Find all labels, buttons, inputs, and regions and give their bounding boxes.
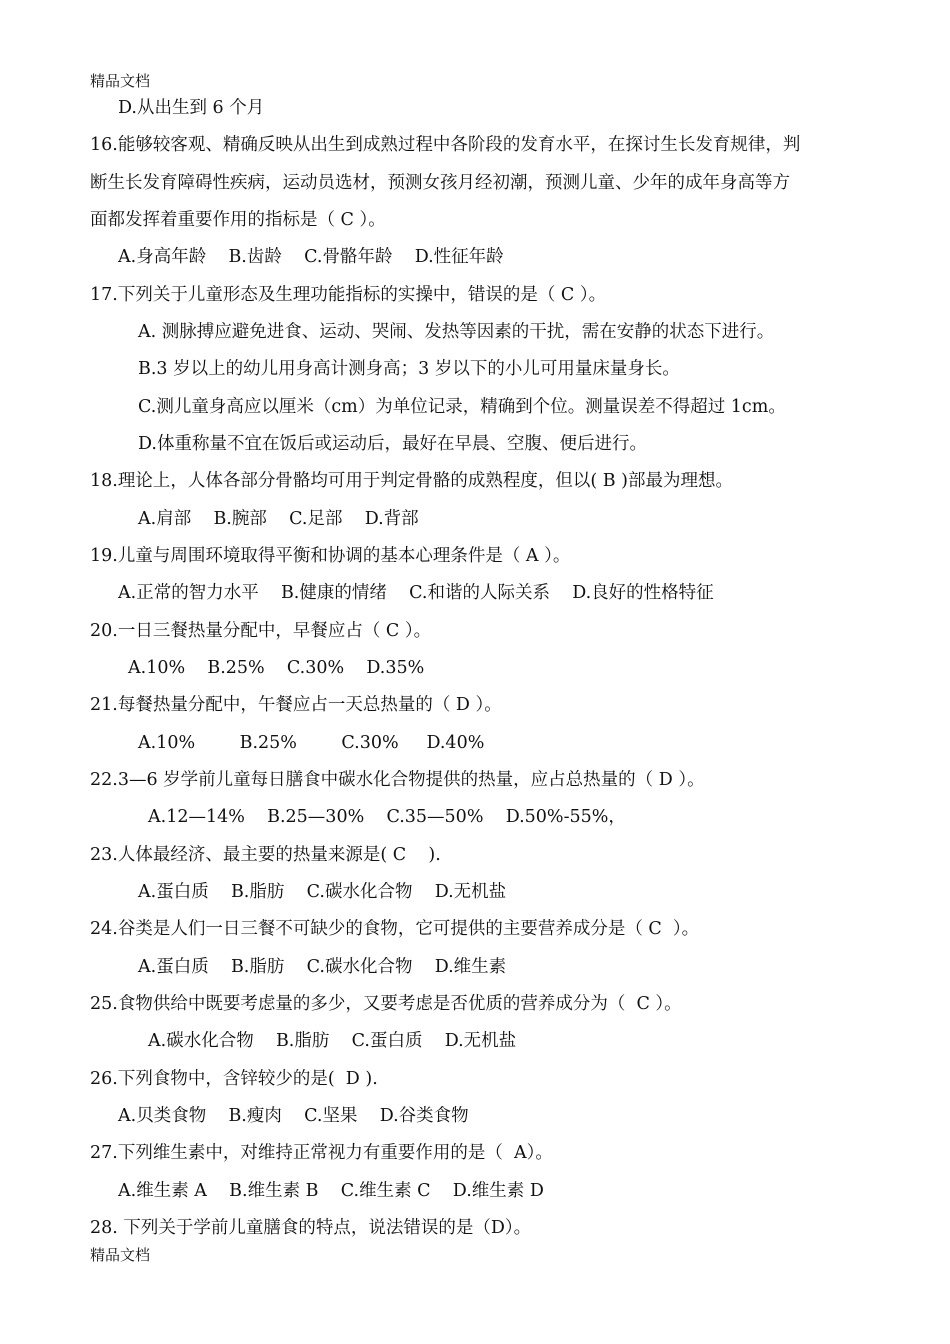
options-19: A.正常的智力水平 B.健康的情绪 C.和谐的人际关系 D.良好的性格特征 <box>118 583 714 603</box>
options-25: A.碳水化合物 B.脂肪 C.蛋白质 D.无机盐 <box>148 1031 517 1051</box>
option-17b: B.3 岁以上的幼儿用身高计测身高；3 岁以下的小儿可用量床量身长。 <box>138 359 680 379</box>
question-23: 23.人体最经济、最主要的热量来源是( C ). <box>90 845 441 865</box>
options-20: A.10% B.25% C.30% D.35% <box>128 658 425 678</box>
question-16: 16.能够较客观、精确反映从出生到成熟过程中各阶段的发育水平，在探讨生长发育规律，判 <box>90 135 801 155</box>
options-26: A.贝类食物 B.瘦肉 C.坚果 D.谷类食物 <box>118 1106 469 1126</box>
options-18: A.肩部 B.腕部 C.足部 D.背部 <box>138 509 419 529</box>
options-21: A.10% B.25% C.30% D.40% <box>138 733 485 753</box>
options-22: A.12—14% B.25—30% C.35—50% D.50%-55%， <box>148 807 626 827</box>
question-21: 21.每餐热量分配中，午餐应占一天总热量的（ D ）。 <box>90 695 502 715</box>
options-16: A.身高年龄 B.齿龄 C.骨骼年龄 D.性征年龄 <box>118 247 504 267</box>
text-line: 面都发挥着重要作用的指标是（ C ）。 <box>90 210 386 230</box>
options-27: A.维生素 A B.维生素 B C.维生素 C D.维生素 D <box>118 1181 544 1201</box>
question-17: 17.下列关于儿童形态及生理功能指标的实操中，错误的是（ C ）。 <box>90 285 607 305</box>
question-28: 28. 下列关于学前儿童膳食的特点，说法错误的是（D）。 <box>90 1218 532 1238</box>
text-line: D.从出生到 6 个月 <box>118 98 265 118</box>
question-18: 18.理论上，人体各部分骨骼均可用于判定骨骼的成熟程度，但以( B )部最为理想。 <box>90 471 733 491</box>
question-22: 22.3—6 岁学前儿童每日膳食中碳水化合物提供的热量，应占总热量的（ D ）。 <box>90 770 705 790</box>
question-20: 20.一日三餐热量分配中，早餐应占（ C ）。 <box>90 621 432 641</box>
question-26: 26.下列食物中，含锌较少的是( D ). <box>90 1069 378 1089</box>
option-17a: A. 测脉搏应避免进食、运动、哭闹、发热等因素的干扰，需在安静的状态下进行。 <box>138 322 775 342</box>
question-25: 25.食物供给中既要考虑量的多少，又要考虑是否优质的营养成分为（ C ）。 <box>90 994 682 1014</box>
options-23: A.蛋白质 B.脂肪 C.碳水化合物 D.无机盐 <box>138 882 507 902</box>
option-17d: D.体重称量不宜在饭后或运动后，最好在早晨、空腹、便后进行。 <box>138 434 647 454</box>
page-header: 精品文档 <box>90 72 151 90</box>
text-line: 断生长发育障碍性疾病，运动员选材，预测女孩月经初潮，预测儿童、少年的成年身高等方 <box>90 173 790 193</box>
option-17c: C.测儿童身高应以厘米（cm）为单位记录，精确到个位。测量误差不得超过 1cm。 <box>138 397 786 417</box>
question-24: 24.谷类是人们一日三餐不可缺少的食物，它可提供的主要营养成分是（ C ）。 <box>90 919 700 939</box>
question-27: 27.下列维生素中，对维持正常视力有重要作用的是（ A）。 <box>90 1143 553 1163</box>
options-24: A.蛋白质 B.脂肪 C.碳水化合物 D.维生素 <box>138 957 507 977</box>
page-footer: 精品文档 <box>90 1246 151 1264</box>
question-19: 19.儿童与周围环境取得平衡和协调的基本心理条件是（ A ）。 <box>90 546 571 566</box>
